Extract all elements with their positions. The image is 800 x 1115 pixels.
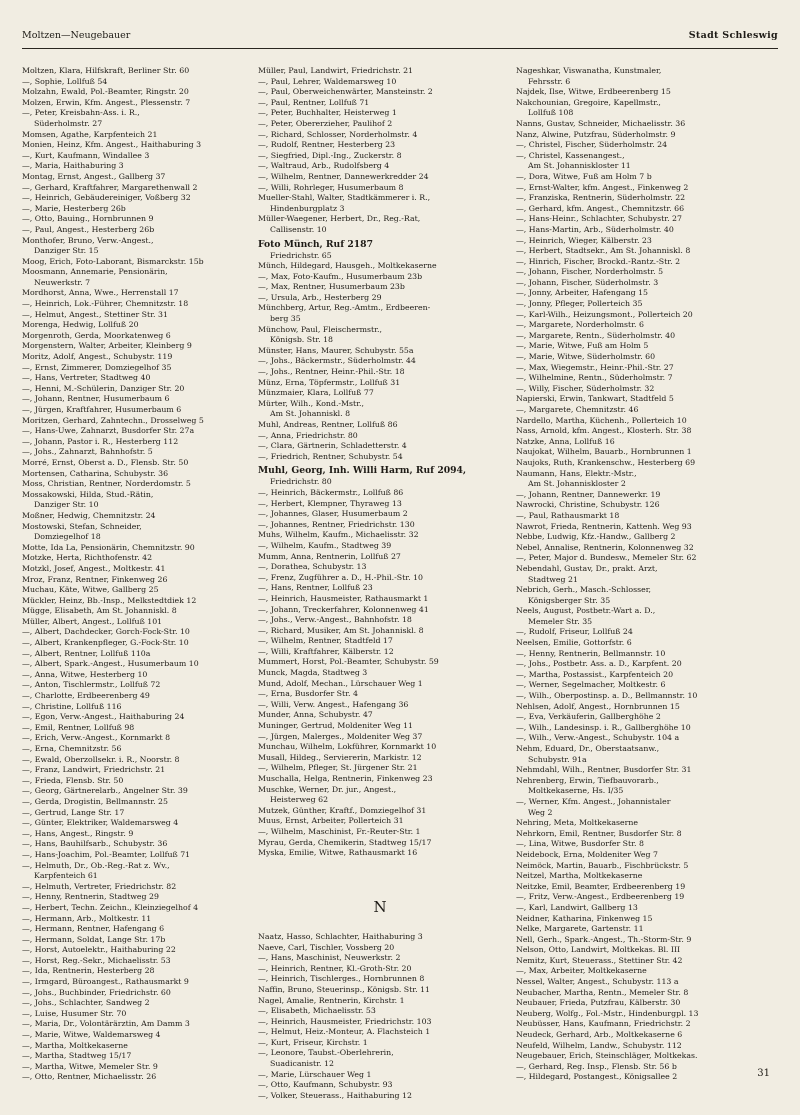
directory-entry: —, Leonore, Taubst.-Oberlehrerin, (258, 1048, 394, 1058)
directory-entry: —, Jonny, Arbeiter, Hafengang 15 (516, 288, 648, 298)
directory-entry: Neels, August, Postbetr.-Wart a. D., (516, 606, 656, 616)
directory-entry: Naumann, Hans, Elektr.-Mstr., (516, 468, 637, 478)
directory-entry: Montag, Ernst, Angest., Gallberg 37 (22, 171, 166, 181)
directory-entry: —, Paul, Lehrer, Waldemarsweg 10 (258, 76, 397, 86)
directory-entry: —, Ewald, Oberzollsekr. i. R., Noorstr. 8 (22, 754, 180, 764)
directory-entry: —, Dorathea, Schubystr. 13 (258, 562, 367, 572)
directory-entry: —, Max, Rentner, Husumerbaum 23b (258, 282, 405, 292)
directory-entry: —, Fritz, Verw.-Angest., Erdbeerenberg 19 (516, 892, 685, 902)
directory-entry: Mueller-Stahl, Walter, Stadtkämmerer i. R., (258, 193, 431, 203)
directory-entry: —, Albert, Rentner, Lollfuß 110a (22, 648, 151, 658)
directory-entry: —, Marie, Lürschauer Weg 1 (258, 1069, 372, 1079)
directory-entry: Nehrkorn, Emil, Rentner, Busdorfer Str. 8 (516, 828, 682, 838)
directory-entry: Myska, Emilie, Witwe, Rathausmarkt 16 (258, 848, 418, 858)
entry-continuation: Danziger Str. 15 (34, 246, 99, 256)
directory-entry: —, Jonny, Pfleger, Pollerteich 35 (516, 299, 643, 309)
directory-entry: —, Horst, Autoelektr., Haithaburing 22 (22, 945, 176, 955)
directory-entry: —, Wilhelm, Rentner, Stadtfeld 17 (258, 636, 393, 646)
directory-entry: —, Johannes, Rentner, Friedrichstr. 130 (258, 519, 415, 529)
directory-entry: Nanz, Alwine, Putzfrau, Süderholmstr. 9 (516, 129, 676, 139)
directory-entry: Müller-Waegener, Herbert, Dr., Reg.-Rat, (258, 214, 421, 224)
entry-continuation: Schubystr. 91a (528, 754, 587, 764)
directory-entry: —, Herbert, Klempner, Thyraweg 13 (258, 498, 402, 508)
entry-continuation: Suadicanistr. 12 (270, 1059, 334, 1069)
directory-entry: —, Johs., Bäckermstr., Süderholmstr. 44 (258, 356, 416, 366)
directory-entry: —, Peter, Buchhalter, Heisterweg 1 (258, 108, 397, 118)
column-3 (516, 66, 760, 1082)
directory-entry: Müller, Paul, Landwirt, Friedrichstr. 21 (258, 66, 414, 75)
directory-entry: Moritz, Adolf, Angest., Schubystr. 119 (22, 352, 173, 362)
directory-entry: Nelson, Otto, Landwirt, Moltkekas. Bl. III (516, 945, 681, 955)
directory-entry: —, Horst, Reg.-Sekr., Michaelisstr. 53 (22, 955, 171, 965)
directory-entry: Neelsen, Emilie, Gottorfstr. 6 (516, 638, 632, 648)
entry-continuation: Lollfuß 108 (528, 108, 574, 118)
directory-entry: Neimöck, Martin, Bauarb., Fischbrückstr. 5 (516, 860, 689, 870)
directory-entry: —, Karl, Landwirt, Gallberg 13 (516, 902, 638, 912)
directory-entry: —, Ernst, Zimmerer, Domziegelhof 35 (22, 362, 172, 372)
directory-entry: Monien, Heinz, Kfm. Angest., Haithaburing 3 (22, 140, 202, 150)
directory-entry: Muchau, Käte, Witwe, Gallberg 25 (22, 585, 159, 595)
directory-entry: Neudeck, Gerhard, Arb., Moltkekaserne 6 (516, 1030, 683, 1040)
directory-entry: —, Luise, Husumer Str. 70 (22, 1008, 127, 1018)
directory-entry: —, Wilh., Landesinsp. i. R., Gallberghöhe 10 (516, 722, 691, 732)
directory-entry: —, Hans-Heinr., Schlachter, Schubystr. 27 (516, 214, 682, 224)
directory-entry: —, Marie, Witwe, Süderholmstr. 60 (516, 352, 656, 362)
directory-entry: —, Werner, Segelmacher, Moltkestr. 6 (516, 680, 666, 690)
entry-continuation: Fehrsstr. 6 (528, 76, 571, 86)
directory-entry: Mordhorst, Anna, Wwe., Herrenstall 17 (22, 288, 179, 298)
directory-entry: —, Erna, Chemnitzstr. 56 (22, 744, 122, 753)
directory-entry: Neitzel, Martha, Moltkekaserne (516, 871, 643, 881)
directory-entry: —, Wilh., Oberpostinsp. a. D., Bellmannstr. 10 (516, 691, 698, 701)
directory-entry: —, Siegfried, Dipl.-Ing., Zuckerstr. 8 (258, 150, 402, 160)
directory-entry: —, Gerhard, kfm. Angest., Chemnitzstr. 66 (516, 203, 685, 213)
entry-continuation: Domziegelhof 18 (34, 532, 101, 542)
header-range: Moltzen—Neugebauer (22, 30, 131, 41)
directory-entry: —, Frieda, Flensb. Str. 50 (22, 775, 124, 785)
directory-entry: Münch, Hildegard, Hausgeh., Moltkekaserne (258, 261, 437, 271)
directory-entry: —, Otto, Bauing., Hornbrunnen 9 (22, 214, 154, 224)
directory-entry: —, Johann, Treckerfahrer, Kolonnenweg 41 (258, 604, 429, 614)
directory-entry: Nanns, Gustav, Schneider, Michaelisstr. 36 (516, 118, 686, 128)
directory-entry: —, Hans, Maschinist, Neuwerkstr. 2 (258, 953, 401, 963)
directory-entry: Morenga, Hedwig, Lollfuß 20 (22, 320, 139, 330)
entry-continuation: Königsberger Str. 35 (528, 595, 611, 605)
directory-entry: Moßner, Hedwig, Chemnitzstr. 24 (22, 510, 156, 520)
directory-entry: Natzke, Anna, Lollfuß 16 (516, 436, 615, 446)
directory-entry: Nardello, Martha, Küchenh., Pollerteich 10 (516, 415, 687, 425)
directory-entry: Mossakowski, Hilda, Stud.-Rätin, (22, 489, 154, 499)
entry-continuation: Karpfenteich 61 (34, 871, 98, 881)
directory-entry: Neufeld, Wilhelm, Landw., Schubystr. 112 (516, 1040, 682, 1050)
directory-entry: Munchau, Wilhelm, Lokführer, Kornmarkt 10 (258, 742, 437, 752)
directory-entry: Naffin, Bruno, Steuerinsp., Königsb. Str. 11 (258, 984, 431, 994)
directory-entry: —, Wilhelm, Rentner, Dannewerkredder 24 (258, 171, 429, 181)
entry-continuation: Moltkekaserne, Hs. I/35 (528, 786, 624, 796)
directory-entry: —, Willi, Kraftfahrer, Kälberstr. 12 (258, 646, 394, 656)
directory-entry: —, Rudolf, Friseur, Lollfuß 24 (516, 627, 633, 637)
directory-entry: Neugebauer, Erich, Steinschläger, Moltkekas. (516, 1051, 698, 1061)
directory-entry: Morgenstern, Walter, Arbeiter, Kleinberg 9 (22, 341, 192, 351)
directory-entry: —, Friedrich, Rentner, Schubystr. 54 (258, 451, 403, 461)
directory-entry: —, Heinrich, Wieger, Kälberstr. 23 (516, 235, 652, 245)
page-number: 31 (757, 1068, 770, 1079)
directory-entry: Munder, Anna, Schubystr. 47 (258, 710, 373, 720)
directory-entry: —, Hermann, Arb., Moltkestr. 11 (22, 913, 152, 923)
directory-entry: Nehlsen, Adolf, Angest., Hornbrunnen 15 (516, 701, 680, 711)
business-listing: Foto Münch, Ruf 2187 (258, 238, 373, 250)
directory-entry: —, Hans, Angest., Ringstr. 9 (22, 828, 134, 838)
directory-entry: —, Johann, Rentner, Husumerbaum 6 (22, 394, 170, 404)
header-rule (22, 48, 778, 49)
directory-entry: —, Rudolf, Rentner, Hesterberg 23 (258, 140, 396, 150)
directory-entry: —, Frenz, Zugführer a. D., H.-Phil.-Str. 10 (258, 572, 424, 582)
directory-entry: —, Kurt, Friseur, Kirchstr. 1 (258, 1037, 368, 1047)
directory-entry: Muhl, Andreas, Rentner, Lollfuß 86 (258, 420, 398, 429)
directory-entry: Nell, Gerh., Spark.-Angest., Th.-Storm-Str. 9 (516, 934, 692, 944)
directory-entry: —, Paul, Rathausmarkt 18 (516, 510, 620, 520)
directory-entry: Neidebock, Erna, Moldeniter Weg 7 (516, 849, 658, 859)
directory-entry: —, Anton, Tischlermstr., Lollfuß 72 (22, 680, 161, 690)
directory-entry: —, Anna, Friedrichstr. 80 (258, 430, 358, 440)
header-city: Stadt Schleswig (688, 30, 778, 41)
directory-entry: —, Wilhelm, Pfleger, St. Jürgener Str. 21 (258, 763, 418, 773)
directory-entry: Morgenroth, Gerda, Moorkatenweg 6 (22, 330, 171, 340)
directory-entry: —, Henny, Rentnerin, Bellmannstr. 10 (516, 648, 666, 658)
directory-entry: —, Heinrich, Tischlerges., Hornbrunnen 8 (258, 974, 425, 984)
directory-entry: —, Heinrich, Gebäudereiniger, Voßberg 32 (22, 193, 191, 203)
directory-entry: —, Ida, Rentnerin, Hesterberg 28 (22, 966, 155, 976)
directory-entry: Münchow, Paul, Fleischermstr., (258, 324, 382, 334)
directory-entry: —, Maria, Haithaburing 3 (22, 161, 124, 171)
directory-entry: —, Johs., Zahnarzt, Bahnhofstr. 5 (22, 447, 153, 457)
directory-entry: —, Waltraud, Arb., Rudolfsberg 4 (258, 161, 390, 171)
directory-entry: —, Hans-Joachim, Pol.-Beamter, Lollfuß 71 (22, 849, 191, 859)
directory-entry: —, Martha, Witwe, Memeler Str. 9 (22, 1061, 158, 1071)
entry-continuation: Memeler Str. 35 (528, 616, 593, 626)
directory-entry: Münster, Hans, Maurer, Schubystr. 55a (258, 345, 414, 355)
directory-entry: —, Peter, Obererzieher, Paulihof 2 (258, 118, 393, 128)
directory-entry: —, Hans, Rentner, Lollfuß 23 (258, 583, 373, 593)
directory-entry: Morré, Ernst, Oberst a. D., Flensb. Str. 50 (22, 457, 189, 467)
entry-continuation: berg 35 (270, 314, 301, 324)
directory-entry: Mutzek, Günther, Kraftf., Domziegelhof 31 (258, 805, 427, 815)
directory-entry: —, Heinrich, Bäckermstr., Lollfuß 86 (258, 487, 404, 497)
directory-entry: —, Franz, Landwirt, Friedrichstr. 21 (22, 765, 166, 775)
directory-entry: —, Hermann, Soldat, Lange Str. 17b (22, 934, 166, 944)
directory-entry: —, Paul, Oberweichenwärter, Mansteinstr. 2 (258, 87, 433, 97)
directory-entry: Münz, Erna, Töpfermstr., Lollfuß 31 (258, 377, 401, 387)
directory-entry: Neubauer, Frieda, Putzfrau, Kälberstr. 30 (516, 998, 681, 1008)
directory-entry: —, Gerhard, Reg. Insp., Flensb. Str. 56 b (516, 1061, 677, 1071)
directory-entry: Mostowski, Stefan, Schneider, (22, 521, 142, 531)
directory-entry: —, Peter, Major d. Bundesw., Memeler Str. 62 (516, 553, 697, 563)
directory-entry: Nageshkar, Viswanatha, Kunstmaler, (516, 66, 662, 75)
directory-entry: Moosmann, Annemarie, Pensionärin, (22, 267, 168, 277)
directory-entry: Nebendahl, Gustav, Dr., prakt. Arzt, (516, 563, 658, 573)
entry-continuation: Neuwerkstr. 7 (34, 277, 91, 287)
directory-entry: —, Kurt, Kaufmann, Windallee 3 (22, 150, 150, 160)
directory-entry: —, Franziska, Rentnerin, Süderholmstr. 22 (516, 193, 686, 203)
column-2 (258, 66, 502, 1100)
directory-entry: Muninger, Gertrud, Moldeniter Weg 11 (258, 721, 414, 731)
directory-entry: —, Hinrich, Fischer, Brockd.-Rantz.-Str. 2 (516, 256, 681, 266)
directory-entry: —, Gertrud, Lange Str. 17 (22, 807, 125, 817)
directory-entry: Neidner, Katharina, Finkenweg 15 (516, 913, 653, 923)
directory-entry: —, Johann, Fischer, Norderholmstr. 5 (516, 267, 664, 277)
directory-entry: Nakchounian, Gregoire, Kapellmstr., (516, 97, 661, 107)
directory-entry: —, Max, Wiegemstr., Heinr.-Phil.-Str. 27 (516, 362, 674, 372)
section-letter: N (373, 897, 387, 916)
directory-entry: —, Heinrich, Hausmeister, Rathausmarkt 1 (258, 593, 429, 603)
directory-entry: Neuberg, Wolfg., Fol.-Mstr., Hindenburgpl. 13 (516, 1008, 699, 1018)
directory-entry: —, Johs., Rentner, Heinr.-Phil.-Str. 18 (258, 367, 405, 377)
entry-continuation: Friedrichstr. 80 (270, 477, 332, 487)
directory-entry: —, Albert, Krankenpfleger, G.-Fock-Str. 10 (22, 638, 189, 648)
entry-continuation: Weg 2 (528, 807, 553, 817)
directory-entry: —, Wilh., Verw.-Angest., Schubystr. 104 a (516, 733, 680, 743)
directory-entry: —, Dora, Witwe, Fuß am Holm 7 b (516, 171, 652, 181)
directory-entry: Naeve, Carl, Tischler, Vossberg 20 (258, 942, 395, 952)
directory-entry: —, Gerhard, Kraftfahrer, Margarethenwall 2 (22, 182, 198, 192)
directory-entry: —, Johannes, Glaser, Husumerbaum 2 (258, 509, 408, 519)
directory-entry: —, Marie, Witwe, Fuß am Holm 5 (516, 341, 649, 351)
directory-entry: —, Eva, Verkäuferin, Gallberghöhe 2 (516, 712, 661, 722)
directory-entry: Nemitz, Kurt, Steuerass., Stettiner Str. 42 (516, 955, 683, 965)
directory-entry: —, Herbert, Techn. Zeichn., Kleinziegelhof 4 (22, 902, 199, 912)
directory-entry: —, Irmgard, Büroangest., Rathausmarkt 9 (22, 977, 189, 987)
directory-entry: —, Margarete, Rentn., Süderholmstr. 40 (516, 330, 676, 340)
directory-entry: Münzmaier, Klara, Lollfuß 77 (258, 388, 374, 398)
directory-entry: —, Charlotte, Erdbeerenberg 49 (22, 691, 150, 701)
business-listing: Muhl, Georg, Inh. Willi Harm, Ruf 2094, (258, 465, 467, 477)
directory-entry: —, Helmut, Heiz.-Monteur, A. Flachsteich 1 (258, 1027, 431, 1037)
directory-entry: —, Johann, Pastor i. R., Hesterberg 112 (22, 436, 179, 446)
entry-continuation: Königsb. Str. 18 (270, 335, 333, 345)
directory-entry: —, Otto, Kaufmann, Schubystr. 93 (258, 1080, 393, 1090)
directory-entry: —, Georg, Gärtnerelarb., Angelner Str. 39 (22, 786, 188, 796)
directory-entry: —, Margarete, Chemnitzstr. 46 (516, 405, 639, 414)
directory-entry: —, Jürgen, Malerges., Moldeniter Weg 37 (258, 731, 423, 741)
directory-entry: —, Lina, Witwe, Busdorfer Str. 8 (516, 839, 644, 849)
directory-entry: Motzkl, Josef, Angest., Moltkestr. 41 (22, 563, 166, 573)
column-1 (22, 66, 266, 1082)
directory-entry: —, Johs., Postbetr. Ass. a. D., Karpfent. 20 (516, 659, 682, 669)
directory-entry: —, Herbert, Stadtsekr., Am St. Johanniskl. 8 (516, 246, 691, 256)
directory-entry: —, Richard, Schlosser, Norderholmstr. 4 (258, 129, 418, 139)
directory-entry: —, Johs., Buchbinder, Friedrichstr. 60 (22, 987, 171, 997)
directory-entry: Mückler, Heinz, Bb.-Insp., Melkstedtdiek 12 (22, 595, 197, 605)
directory-entry: —, Christel, Fischer, Süderholmstr. 24 (516, 140, 668, 150)
directory-entry: Muhs, Wilhelm, Kaufm., Michaelisstr. 32 (258, 530, 419, 540)
directory-entry: Momsen, Agathe, Karpfenteich 21 (22, 129, 158, 139)
directory-entry: —, Wilhelmine, Rentn., Süderholmstr. 7 (516, 373, 673, 383)
directory-entry: —, Marie, Hesterberg 26b (22, 203, 126, 213)
directory-entry: Nebel, Annalise, Rentnerin, Kolonnenweg 32 (516, 542, 694, 552)
directory-entry: —, Helmuth, Dr., Ob.-Reg.-Rat z. Wv., (22, 860, 170, 870)
directory-entry: Najdek, Ilse, Witwe, Erdbeerenberg 15 (516, 87, 671, 97)
directory-entry: —, Ernst-Walter, kfm. Angest., Finkenweg 2 (516, 182, 689, 192)
directory-entry: Münchberg, Artur, Reg.-Amtm., Erdbeeren- (258, 303, 431, 313)
directory-entry: —, Hans-Uwe, Zahnarzt, Busdorfer Str. 27a (22, 426, 195, 436)
directory-entry: Naatz, Hasso, Schlachter, Haithaburing 3 (258, 931, 423, 941)
directory-entry: Mummert, Horst, Pol.-Beamter, Schubystr. 59 (258, 657, 439, 667)
directory-entry: Molzahn, Ewald, Pol.-Beamter, Ringstr. 20 (22, 87, 189, 97)
directory-entry: Müller, Albert, Angest., Lollfuß 101 (22, 616, 163, 626)
directory-entry: Musall, Hildeg., Serviererin, Markistr. 12 (258, 752, 422, 762)
directory-entry: —, Heinrich, Lok.-Führer, Chemnitzstr. 18 (22, 299, 189, 309)
spacer (258, 869, 502, 880)
directory-entry: —, Anna, Witwe, Hesterberg 10 (22, 669, 148, 679)
directory-entry: —, Egon, Verw.-Angest., Haithaburing 24 (22, 712, 185, 722)
directory-entry: —, Emil, Rentner, Lollfuß 98 (22, 722, 135, 732)
directory-entry: —, Willi, Verw. Angest., Hafengang 36 (258, 699, 409, 709)
directory-entry: —, Albert, Dachdecker, Gorch-Fock-Str. 10 (22, 627, 190, 637)
directory-entry: —, Wilhelm, Kaufm., Stadtweg 39 (258, 540, 392, 550)
directory-entry: Muschalla, Helga, Rentnerin, Finkenweg 23 (258, 774, 433, 783)
entry-continuation: Stadtweg 21 (528, 574, 578, 584)
directory-entry: Mumm, Anna, Rentnerin, Lollfuß 27 (258, 551, 401, 561)
directory-entry: Nehrenberg, Erwin, Tiefbauvorarb., (516, 775, 659, 785)
directory-entry: Nessel, Walter, Angest., Schubystr. 113 a (516, 977, 679, 987)
directory-entry: —, Richard, Musiker, Am St. Johanniskl. 8 (258, 625, 424, 635)
directory-entry: —, Hildegard, Postangest., Königsallee 2 (516, 1072, 678, 1082)
directory-entry: Muschke, Werner, Dr. jur., Angest., (258, 784, 397, 794)
directory-entry: Moog, Erich, Foto-Laborant, Bismarckstr. 15b (22, 256, 204, 266)
directory-entry: —, Wilhelm, Maschinist, Fr.-Reuter-Str. 1 (258, 826, 421, 836)
directory-entry: —, Albert, Spark.-Angest., Husumerbaum 10 (22, 659, 199, 669)
directory-entry: Nagel, Amalie, Rentnerin, Kirchstr. 1 (258, 995, 405, 1005)
entry-continuation: Hindenburgplatz 3 (270, 203, 345, 213)
directory-entry: Neitzke, Emil, Beamter, Erdbeerenberg 19 (516, 881, 686, 891)
directory-entry: —, Henni, M.-Schülerin, Danziger Str. 20 (22, 383, 185, 393)
directory-entry: Moss, Christian, Rentner, Norderdomstr. 5 (22, 479, 191, 489)
directory-entry: —, Johann, Fischer, Süderholmstr. 3 (516, 277, 659, 287)
directory-entry: Neubüsser, Hans, Kaufmann, Friedrichstr. 2 (516, 1019, 691, 1029)
directory-entry: Neubacher, Martha, Rentn., Memeler Str. 8 (516, 987, 689, 997)
directory-entry: —, Clara, Gärtnerin, Schladetterstr. 4 (258, 441, 407, 451)
directory-entry: —, Volker, Steuerass., Haithaburing 12 (258, 1090, 412, 1100)
directory-entry: —, Johs., Verw.-Angest., Bahnhofstr. 18 (258, 615, 412, 625)
directory-entry: —, Heinrich, Rentner, Kl.-Groth-Str. 20 (258, 963, 412, 973)
directory-entry: Naujokat, Wilhelm, Bauarb., Hornbrunnen 1 (516, 447, 692, 457)
directory-entry: —, Karl-Wilh., Heizungsmont., Pollerteich 20 (516, 309, 693, 319)
directory-entry: Naujoks, Ruth, Krankenschw., Hesterberg 69 (516, 457, 696, 467)
directory-entry: —, Martha, Moltkekaserne (22, 1040, 128, 1050)
directory-entry: Nehm, Eduard, Dr., Oberstaatsanw., (516, 744, 660, 753)
directory-entry: Moltzen, Klara, Hilfskraft, Berliner Str. 60 (22, 66, 190, 75)
directory-entry: —, Elisabeth, Michaelisstr. 53 (258, 1006, 376, 1016)
directory-entry: Nebrich, Gerh., Masch.-Schlosser, (516, 585, 652, 595)
page-header (22, 30, 778, 46)
entry-continuation: Am St. Johanniskloster 2 (528, 479, 626, 489)
directory-entry: —, Peter, Kreisbahn-Ass. i. R., (22, 108, 140, 118)
entry-continuation: Callisenstr. 10 (270, 224, 327, 234)
directory-entry: —, Willi, Rohrleger, Husumerbaum 8 (258, 182, 404, 192)
directory-entry: —, Henny, Rentnerin, Stadtweg 29 (22, 892, 159, 902)
directory-entry: Nebbe, Ludwig, Kfz.-Handw., Gallberg 2 (516, 532, 676, 542)
directory-entry: —, Erich, Verw.-Angest., Kornmarkt 8 (22, 733, 171, 743)
directory-entry: Mund, Adolf, Mechan., Lürschauer Weg 1 (258, 678, 423, 688)
directory-entry: Mroz, Franz, Rentner, Finkenweg 26 (22, 574, 168, 584)
directory-entry: Motzke, Herta, Richthofenstr. 42 (22, 553, 153, 563)
entry-continuation: Am St. Johanniskloster 11 (528, 161, 631, 171)
directory-entry: —, Christine, Lollfuß 116 (22, 701, 122, 711)
directory-entry: —, Jürgen, Kraftfahrer, Husumerbaum 6 (22, 405, 182, 414)
directory-entry: Molzen, Erwin, Kfm. Angest., Plessenstr. 7 (22, 97, 191, 107)
directory-entry: Moritzen, Gerhard, Zahntechn., Drosselweg 5 (22, 415, 204, 425)
directory-entry: —, Hans, Bauhilfsarb., Schubystr. 36 (22, 839, 168, 849)
directory-entry: Nass, Arnold, kfm. Angest., Klosterh. Str. 38 (516, 426, 692, 436)
directory-entry: —, Sophie, Lollfuß 54 (22, 76, 108, 86)
directory-entry: —, Martha, Postassist., Karpfenteich 20 (516, 669, 674, 679)
directory-entry: Nelke, Margarete, Gartenstr. 11 (516, 924, 644, 934)
directory-entry: —, Margarete, Norderholmstr. 6 (516, 320, 644, 330)
directory-entry: Monthofer, Bruno, Verw.-Angest., (22, 235, 154, 245)
directory-entry: Mürter, Wilh., Kond.-Mstr., (258, 398, 365, 408)
directory-entry: —, Hans-Martin, Arb., Süderholmstr. 40 (516, 224, 674, 234)
directory-entry: Nawrot, Frieda, Rentnerin, Kattenh. Weg 93 (516, 521, 692, 531)
directory-entry: —, Hermann, Rentner, Hafengang 6 (22, 924, 165, 934)
directory-entry: Mortensen, Catharina, Schubystr. 36 (22, 468, 169, 478)
directory-entry: —, Helmuth, Vertreter, Friedrichstr. 82 (22, 881, 177, 891)
directory-entry: —, Marie, Witwe, Waldemarsweg 4 (22, 1030, 161, 1040)
directory-entry: —, Christel, Kassenangest., (516, 150, 625, 160)
directory-entry: —, Ursula, Arb., Hesterberg 29 (258, 292, 382, 302)
directory-entry: —, Hans, Vertreter, Stadtweg 40 (22, 373, 151, 383)
directory-entry: Munck, Magda, Stadtweg 3 (258, 668, 368, 678)
directory-entry: —, Maria, Dr., Volontärärztin, Am Damm 3 (22, 1019, 190, 1029)
directory-entry: Nehring, Meta, Moltkekaserne (516, 818, 638, 828)
directory-entry: Nawrocki, Christine, Schubystr. 126 (516, 500, 660, 510)
directory-entry: —, Martha, Stadtweg 15/17 (22, 1051, 132, 1061)
directory-entry: —, Paul, Rentner, Lollfuß 71 (258, 97, 370, 107)
directory-entry: —, Helmut, Angest., Stettiner Str. 31 (22, 309, 168, 319)
directory-entry: —, Johann, Rentner, Dannewerkr. 19 (516, 489, 661, 499)
directory-entry: —, Günter, Elektriker, Waldemarsweg 4 (22, 818, 179, 828)
directory-entry: —, Heinrich, Hausmeister, Friedrichstr. 103 (258, 1016, 432, 1026)
entry-continuation: Am St. Johanniskl. 8 (270, 409, 351, 419)
directory-entry: —, Paul, Angest., Hesterberg 26b (22, 224, 155, 234)
entry-continuation: Friedrichstr. 65 (270, 250, 332, 260)
entry-continuation: Danziger Str. 10 (34, 500, 99, 510)
directory-entry: Motte, Ida La, Pensionärin, Chemnitzstr. 90 (22, 542, 195, 552)
directory-entry: —, Johs., Schlachter, Sandweg 2 (22, 998, 150, 1008)
directory-entry: —, Otto, Rentner, Michaelisstr. 26 (22, 1072, 157, 1082)
entry-continuation: Süderholmstr. 27 (34, 118, 103, 128)
spacer (258, 859, 502, 870)
entry-continuation: Heisterweg 62 (270, 795, 329, 805)
directory-entry: Mügge, Elisabeth, Am St. Johanniskl. 8 (22, 606, 177, 616)
directory-entry: Myrau, Gerda, Chemikerin, Stadtweg 15/17 (258, 837, 432, 847)
directory-entry: —, Werner, Kfm. Angest., Johannistaler (516, 796, 671, 806)
directory-entry: Muus, Ernst, Arbeiter, Pollerteich 31 (258, 816, 404, 826)
directory-entry: —, Max, Foto-Kaufm., Husumerbaum 23b (258, 271, 423, 281)
directory-entry: —, Erna, Busdorfer Str. 4 (258, 689, 358, 699)
directory-entry: —, Willy, Fischer, Süderholmstr. 32 (516, 383, 655, 393)
directory-entry: Nehmdahl, Wilh., Rentner, Busdorfer Str. 31 (516, 765, 692, 775)
directory-entry: Napierski, Erwin, Tankwart, Stadtfeld 5 (516, 394, 674, 404)
directory-entry: —, Max, Arbeiter, Moltkekaserne (516, 966, 647, 976)
directory-entry: —, Gerda, Drogistin, Bellmannstr. 25 (22, 796, 168, 806)
